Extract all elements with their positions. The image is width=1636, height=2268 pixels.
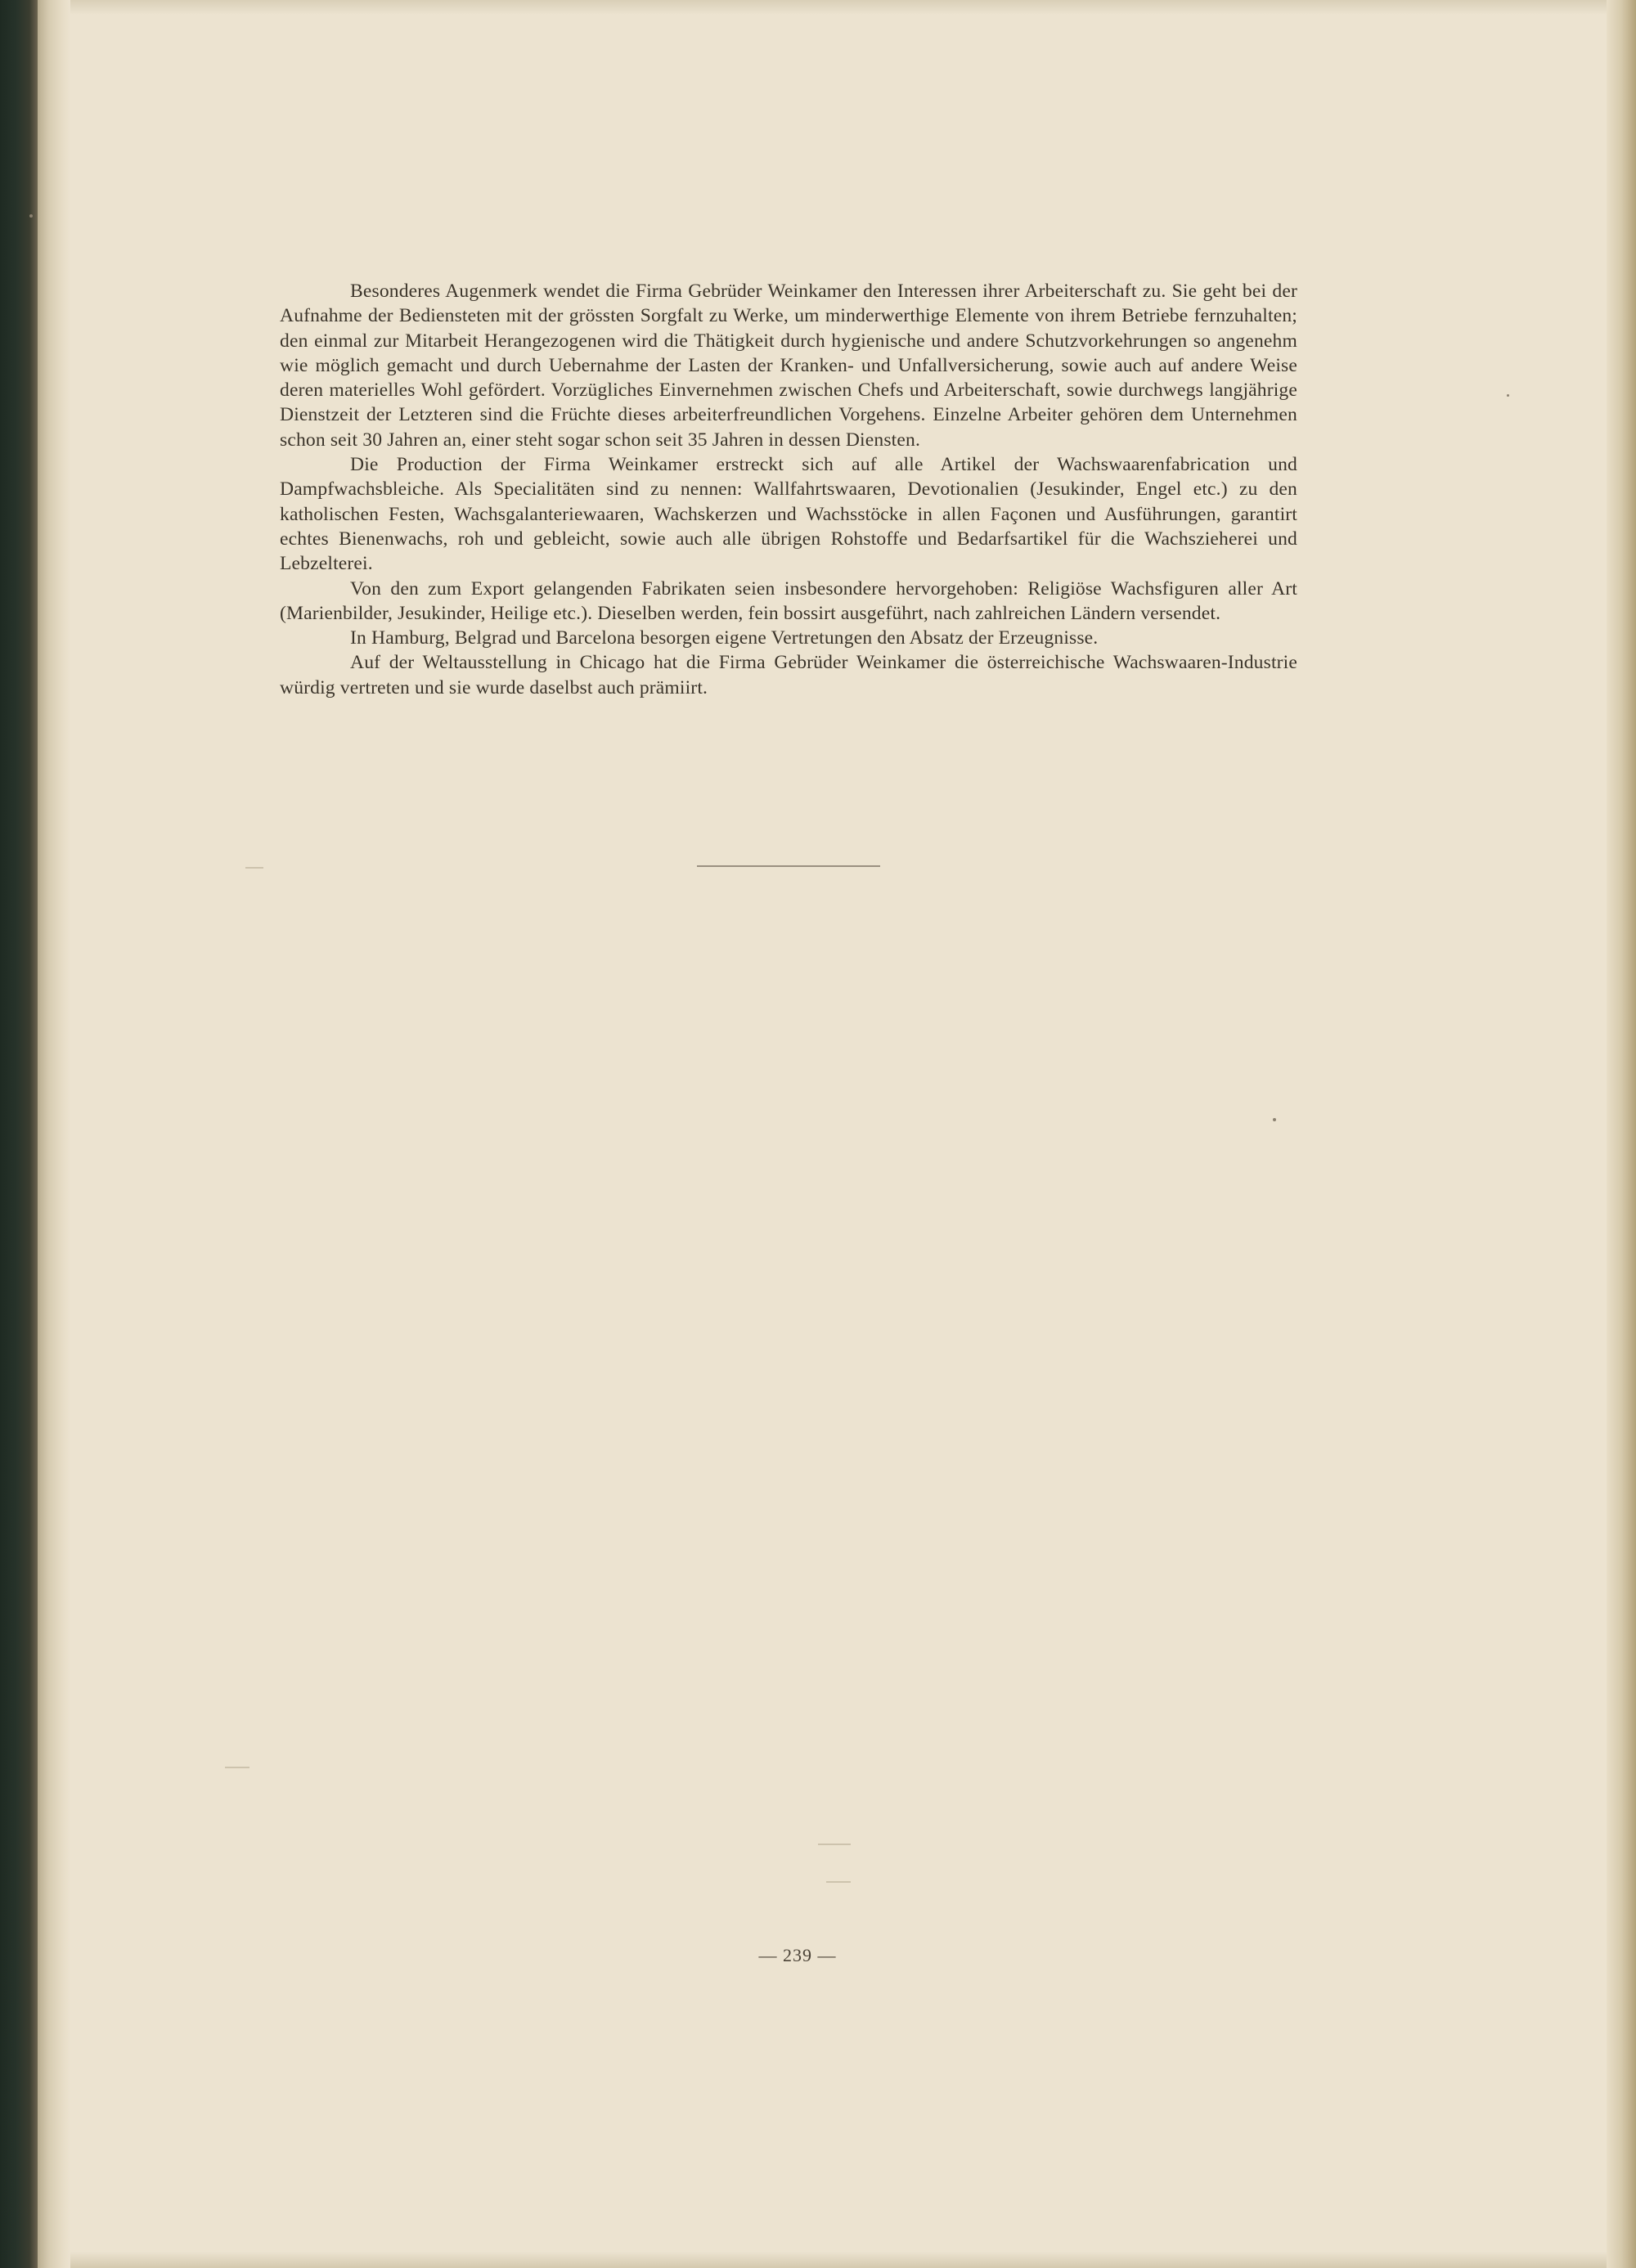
paragraph-chicago-exhibition: Auf der Weltausstellung in Chicago hat die Firma Gebrüder Weinkamer die österreichische Wachswaaren-Industrie würdig vertreten und sie wurde daselbst auch prämiirt.	[280, 652, 1297, 698]
section-divider-rule	[697, 865, 880, 867]
body-text	[280, 279, 1297, 700]
paper-speck	[1273, 1118, 1276, 1121]
paper-mark	[245, 867, 263, 869]
page-top-edge	[70, 0, 1607, 15]
paper-speck	[29, 214, 33, 218]
page-gutter-shadow	[38, 0, 70, 2268]
paper-mark	[225, 1767, 249, 1768]
paper-mark	[818, 1844, 851, 1845]
book-spine	[0, 0, 38, 2268]
paragraph-production: Die Production der Firma Weinkamer erstreckt sich auf alle Artikel der Wachswaarenfabrication und Dampfwachsbleiche. Als Specialitäten sind zu nennen: Wallfahrtswaaren, Devotionalien (Jesukinder, Engel etc.) zu den katholischen Festen, Wachsgalanteriewaaren, Wachskerzen und Wachsstöcke in allen Façonen und Ausführungen, garantirt echtes Bienenwachs, roh und gebleicht, sowie auch alle übrigen Rohstoffe und Bedarfsartikel für die Wachszieherei und Lebzelterei.	[280, 454, 1297, 575]
paragraph-export: Von den zum Export gelangenden Fabrikaten seien insbesondere hervorgehoben: Religiöse Wachsfiguren aller Art (Marienbilder, Jesukinder, Heilige etc.). Dieselben werden, fein bossirt ausgeführt, nach zahlreichen Ländern versendet.	[280, 577, 1297, 624]
paper-mark	[826, 1881, 851, 1883]
paper-speck	[1507, 394, 1509, 397]
page-right-edge	[1607, 0, 1636, 2268]
paragraph-workforce: Besonderes Augenmerk wendet die Firma Gebrüder Weinkamer den Interessen ihrer Arbeiterschaft zu. Sie geht bei der Aufnahme der Bediensteten mit der grössten Sorgfalt zu Werke, um minderwerthige Elemente von ihrem Betriebe fernzuhalten; den einmal zur Mitarbeit Herangezogenen wird die Thätigkeit durch hygienische und andere Schutzvorkehrungen so angenehm wie möglich gemacht und durch Uebernahme der Lasten der Kranken- und Unfallversicherung, sowie auch auf andere Weise deren materielles Wohl gefördert. Vorzügliches Einvernehmen zwischen Chefs und Arbeiterschaft, sowie durchwegs langjährige Dienstzeit der Letzteren sind die Früchte dieses arbeiterfreundlichen Vorgehens. Einzelne Arbeiter gehören dem Unternehmen schon seit 30 Jahren an, einer steht sogar schon seit 35 Jahren in dessen Diensten.	[280, 281, 1297, 451]
paragraph-representations: In Hamburg, Belgrad und Barcelona besorgen eigene Vertretungen den Absatz der Erzeugnisse.	[350, 627, 1099, 649]
page-bottom-edge	[70, 2252, 1607, 2268]
page-number: — 239 —	[758, 1945, 837, 1965]
